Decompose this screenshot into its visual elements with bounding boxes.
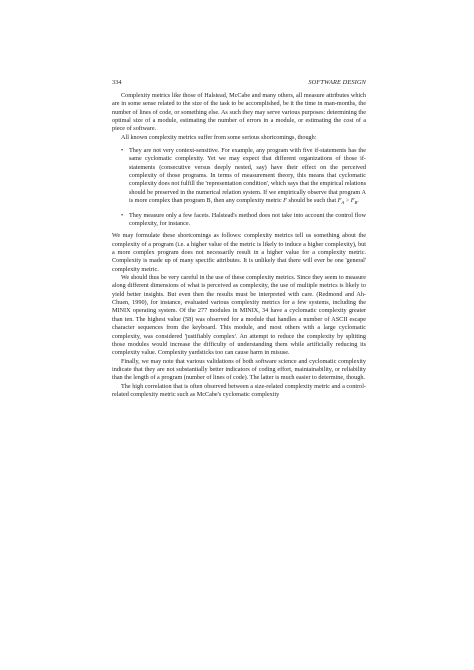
bullet-item: [121, 212, 366, 229]
bullet-list: [112, 147, 366, 228]
paragraph: We should thus be very careful in the use of these complexity metrics. Since they seem to measure along different dimensions of what is perceived as complexity, the use of multiple metrics is likely to yield better insights. But even then the results must be interpreted with care. (Redmond and Ah-Chuen, 1990), for instance, evaluated various complexity metrics for a few systems, including the MINIX operating system. Of the 277 modules in MINIX, 34 have a cyclomatic complexity greater than ten. The highest value (58) was observed for a module that handles a number of ASCII escape character sequences from the keyboard. This module, and most others with a large cyclomatic complexity, was considered 'justifiably complex'. An attempt to reduce the complexity by splitting those modules would increase the difficulty of understanding them while artificially reducing its complexity value. Complexity yardsticks too can cause harm in misuse.: [112, 274, 366, 357]
math-symbol: F: [283, 197, 287, 205]
running-head: [112, 79, 366, 87]
paragraph: Complexity metrics like those of Halstead, McCabe and many others, all measure attributes which are in some sense related to the size of the task to be accomplished, be it the time in man-months, the number of lines of code, or something else. As such they may serve various purposes: determining the optimal size of a module, estimating the number of errors in a module, or estimating the cost of a piece of software.: [112, 92, 366, 133]
bullet-dot-icon: •: [121, 147, 124, 155]
bullet-dot-icon: •: [121, 211, 124, 219]
paragraph: We may formulate these shortcomings as follows: complexity metrics tell us something about the complexity of a program (i.e. a higher value of the metric is likely to induce a higher complexity), but a more complex program does not necessarily result in a higher value for a complexity metric. Complexity is made up of many specific attributes. It is unlikely that there will ever be one 'general' complexity metric.: [112, 232, 366, 273]
bullet-text-end: .: [357, 197, 359, 205]
book-page: [112, 79, 366, 399]
paragraph: Finally, we may note that various validations of both software science and cyclomatic complexity indicate that they are not substantially better indicators of coding effort, maintainability, or reliability than the length of a program (number of lines of code). The latter is much easier to determine, though.: [112, 357, 366, 382]
paragraph: The high correlation that is often observed between a size-related complexity metric and a control-related complexity metric such as McCabe's cyclomatic complexity: [112, 382, 366, 398]
running-title: SOFTWARE DESIGN: [308, 79, 366, 86]
page-number: 334: [112, 79, 122, 86]
paragraph: All known complexity metrics suffer from some serious shortcomings, though:: [121, 133, 317, 141]
math-relation: $F_A > F_B$: [337, 197, 358, 206]
bullet-text: They measure only a few facets. Halstead's method does not take into account the control flow complexity, for instance.: [129, 211, 366, 228]
bullet-text: They are not very context-sensitive. For example, any program with five if-statements has the same cyclomatic complexity. Yet we may expect that different organizations of those if-statements (consecutive versus deeply nested, say) have their effect on the perceived complexity of those programs. In terms of measurement theory, this means that cyclomatic complexity does not fulfill the 'representation condition', which says that the empirical relations should be preserved in the numerical relation system. If we empirically observe that program A is more complex than program B, then any complexity metric: [129, 147, 366, 205]
bullet-text-continuation: should be such that: [286, 197, 338, 205]
bullet-item: [121, 147, 366, 208]
